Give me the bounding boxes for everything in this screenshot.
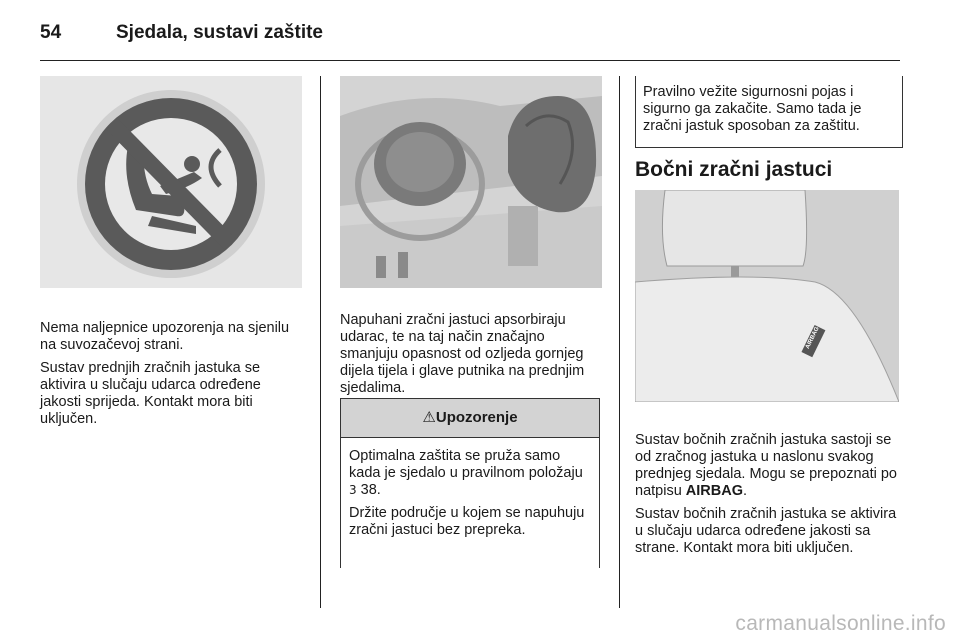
- column-divider: [619, 76, 620, 608]
- page-header: [40, 18, 900, 61]
- col2-paragraph: Napuhani zračni jastuci apsorbiraju udarac, te na taj način značajno smanjuju opasnost od ozljeda gornjeg dijela tijela i glave putnika na prednjim sjedalima.: [340, 312, 585, 396]
- col1-paragraph-2: Sustav prednjih zračnih jastuka se aktivira u slučaju udarca određene jakosti sprijeda. Kontakt mora biti uključen.: [40, 360, 261, 427]
- column-1: [40, 76, 302, 434]
- airbag-image: [340, 76, 602, 288]
- warning-header: [341, 399, 599, 438]
- column-3: [635, 190, 903, 563]
- warning-box: [340, 398, 600, 568]
- airbag-tag-label: AIRBAG: [804, 326, 821, 350]
- col1-paragraph-1: Nema naljepnice upozorenja na sjenilu na suvozačevoj strani.: [40, 320, 290, 353]
- inflated-airbags-icon: [340, 76, 602, 288]
- belt-note-text: Pravilno vežite sigurnosni pojas i sigurno ga zakačite. Samo tada je zračni jastuk sposoban za zaštitu.: [643, 84, 862, 134]
- page-ref: 38.: [360, 482, 381, 498]
- warning-icon: ⚠: [422, 409, 436, 426]
- page-ref-icon: 3: [349, 483, 357, 497]
- airbag-label-bold: AIRBAG: [685, 483, 743, 499]
- warning-text-2: Držite područje u kojem se napuhuju zračni jastuci bez prepreka.: [349, 505, 585, 538]
- belt-note-box: [635, 76, 903, 148]
- warning-text-1: Optimalna zaštita se pruža samo kada je sjedalo u pravilnom položaju 3 38.: [349, 448, 583, 498]
- page-number: 54: [40, 22, 62, 43]
- watermark: carmanualsonline.info: [735, 612, 946, 635]
- col3-paragraph-1: Sustav bočnih zračnih jastuka sastoji se od zračnog jastuka u naslonu svakog prednjeg sjedala. Mogu se prepoznati po natpisu AIRBAG.: [635, 432, 897, 499]
- page-title: Sjedala, sustavi zaštite: [116, 22, 323, 43]
- column-divider: [320, 76, 321, 608]
- section-title: Bočni zračni jastuci: [635, 158, 833, 181]
- no-child-seat-sign-icon: [40, 76, 302, 288]
- prohibition-sign-image: [40, 76, 302, 288]
- seat-airbag-image: [635, 190, 899, 402]
- seat-with-airbag-label-icon: [635, 190, 899, 402]
- warning-heading: Upozorenje: [435, 409, 518, 426]
- col3-paragraph-2: Sustav bočnih zračnih jastuka se aktivira u slučaju udarca određene jakosti sa strane. Kontakt mora biti uključen.: [635, 506, 897, 556]
- column-2: [340, 76, 602, 403]
